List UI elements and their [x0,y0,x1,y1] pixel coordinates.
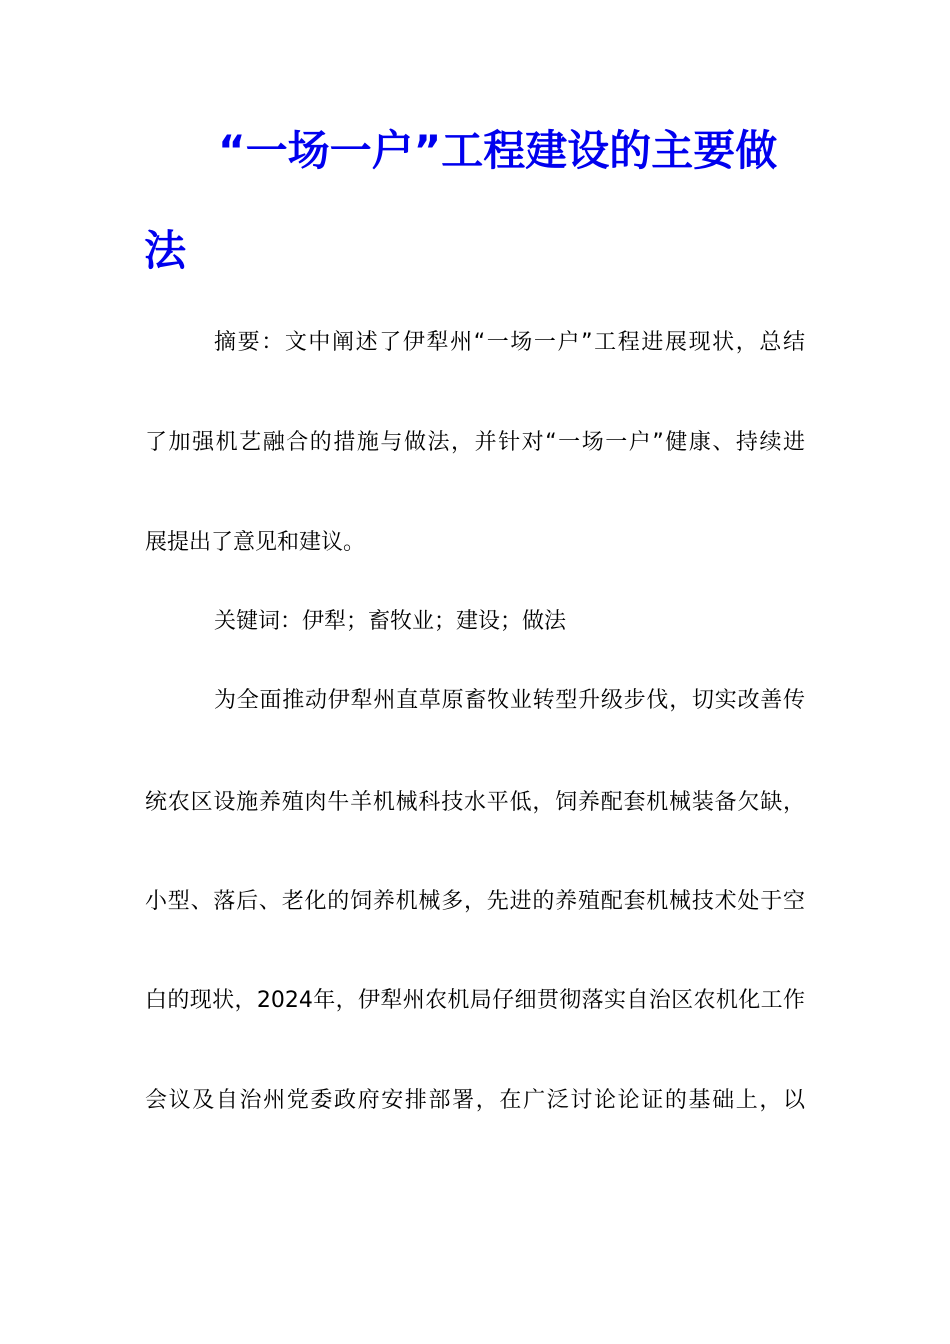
body-line-4: 白的现状，2024年，伊犁州农机局仔细贯彻落实自治区农机化工作 [145,988,805,1013]
abstract-line-2: 了加强机艺融合的措施与做法，并针对“一场一户”健康、持续进 [145,430,805,455]
abstract-line-3: 展提出了意见和建议。 [145,530,366,555]
body-line-3: 小型、落后、老化的饲养机械多，先进的养殖配套机械技术处于空 [145,889,805,914]
document-title-line-1: “一场一户”工程建设的主要做 [218,126,778,175]
keywords-line: 关键词：伊犁；畜牧业；建设；做法 [214,609,567,634]
abstract-line-1: 摘要：文中阐述了伊犁州“一场一户”工程进展现状，总结 [214,330,805,355]
body-line-1: 为全面推动伊犁州直草原畜牧业转型升级步伐，切实改善传 [214,688,805,713]
body-line-5: 会议及自治州党委政府安排部署，在广泛讨论论证的基础上，以 [145,1088,805,1113]
body-line-2: 统农区设施养殖肉牛羊机械科技水平低，饲养配套机械装备欠缺， [145,790,805,815]
document-title-line-2: 法 [144,226,187,275]
